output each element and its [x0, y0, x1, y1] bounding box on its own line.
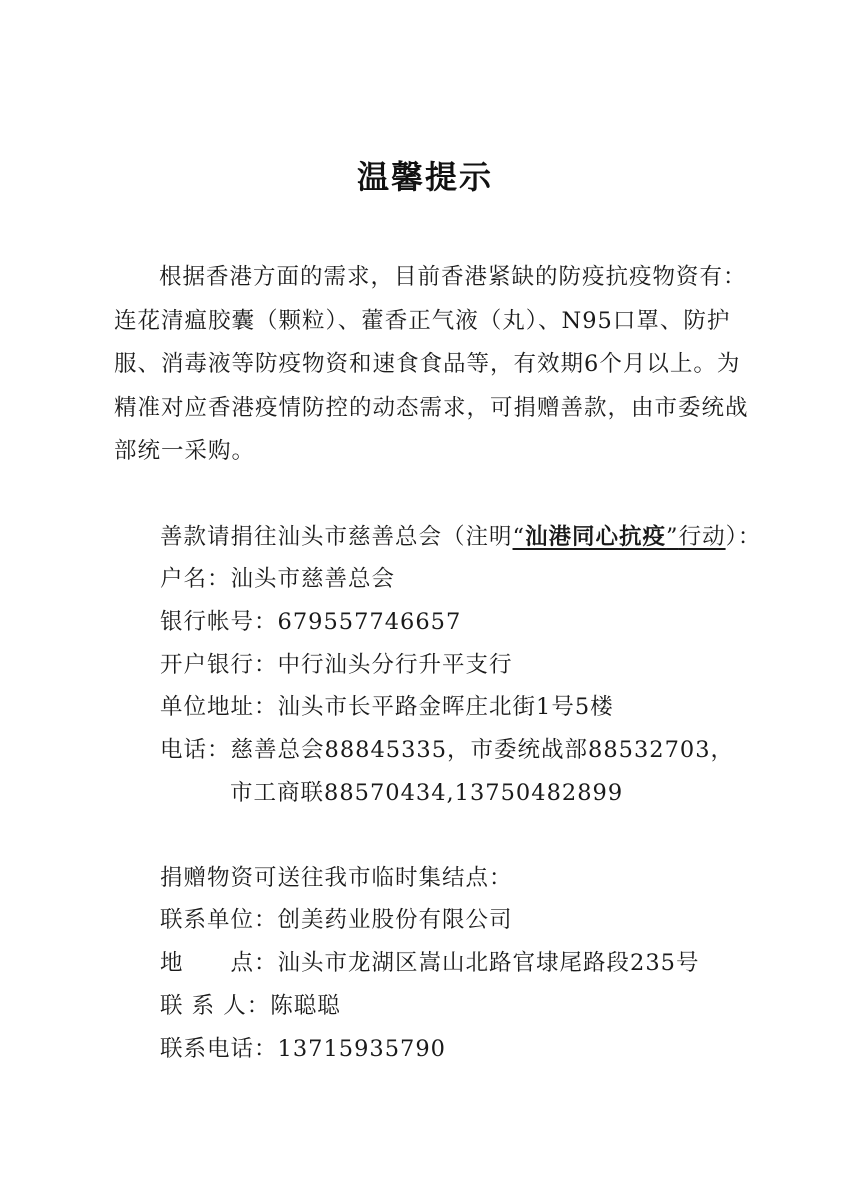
phone-line-1: 电话：慈善总会88845335，市委统战部88532703， — [160, 737, 735, 763]
campaign-suffix: 行动 — [678, 524, 726, 550]
page-title: 温馨提示 — [356, 158, 493, 196]
contact-person: 联 系 人：陈聪聪 — [160, 993, 341, 1019]
bank-name: 开户银行：中行汕头分行升平支行 — [160, 652, 513, 678]
donation-lead-prefix: 善款请捐往汕头市慈善总会（注明 — [160, 524, 513, 550]
supplies-lead: 捐赠物资可送往我市临时集结点： — [160, 865, 513, 891]
location: 地 点：汕头市龙湖区嵩山北路官埭尾路段235号 — [160, 950, 700, 976]
quote-open: “ — [512, 524, 526, 550]
donation-lead-end: ）： — [725, 524, 762, 550]
quote-close: ” — [666, 524, 679, 550]
account-number: 银行帐号：679557746657 — [160, 609, 462, 635]
intro-paragraph: 根据香港方面的需求，目前香港紧缺的防疫抗疫物资有：连花清瘟胶囊（颗粒）、藿香正气液（丸）、N95口罩、防护服、消毒液等防疫物资和速食食品等，有效期6个月以上。为精准对应香港疫情防控的动态需求，可捐赠善款，由市委统战部统一采购。 — [114, 264, 749, 464]
phone-line-2: 市工商联88570434,13750482899 — [230, 780, 624, 806]
contact-phone: 联系电话：13715935790 — [160, 1036, 446, 1062]
unit-address: 单位地址：汕头市长平路金晖庄北街1号5楼 — [160, 694, 614, 720]
contact-unit: 联系单位：创美药业股份有限公司 — [160, 907, 513, 933]
campaign-name: 汕港同心抗疫 — [525, 524, 667, 550]
donation-campaign-note — [513, 524, 726, 550]
account-name: 户名：汕头市慈善总会 — [160, 566, 396, 592]
donation-lead — [160, 522, 761, 552]
